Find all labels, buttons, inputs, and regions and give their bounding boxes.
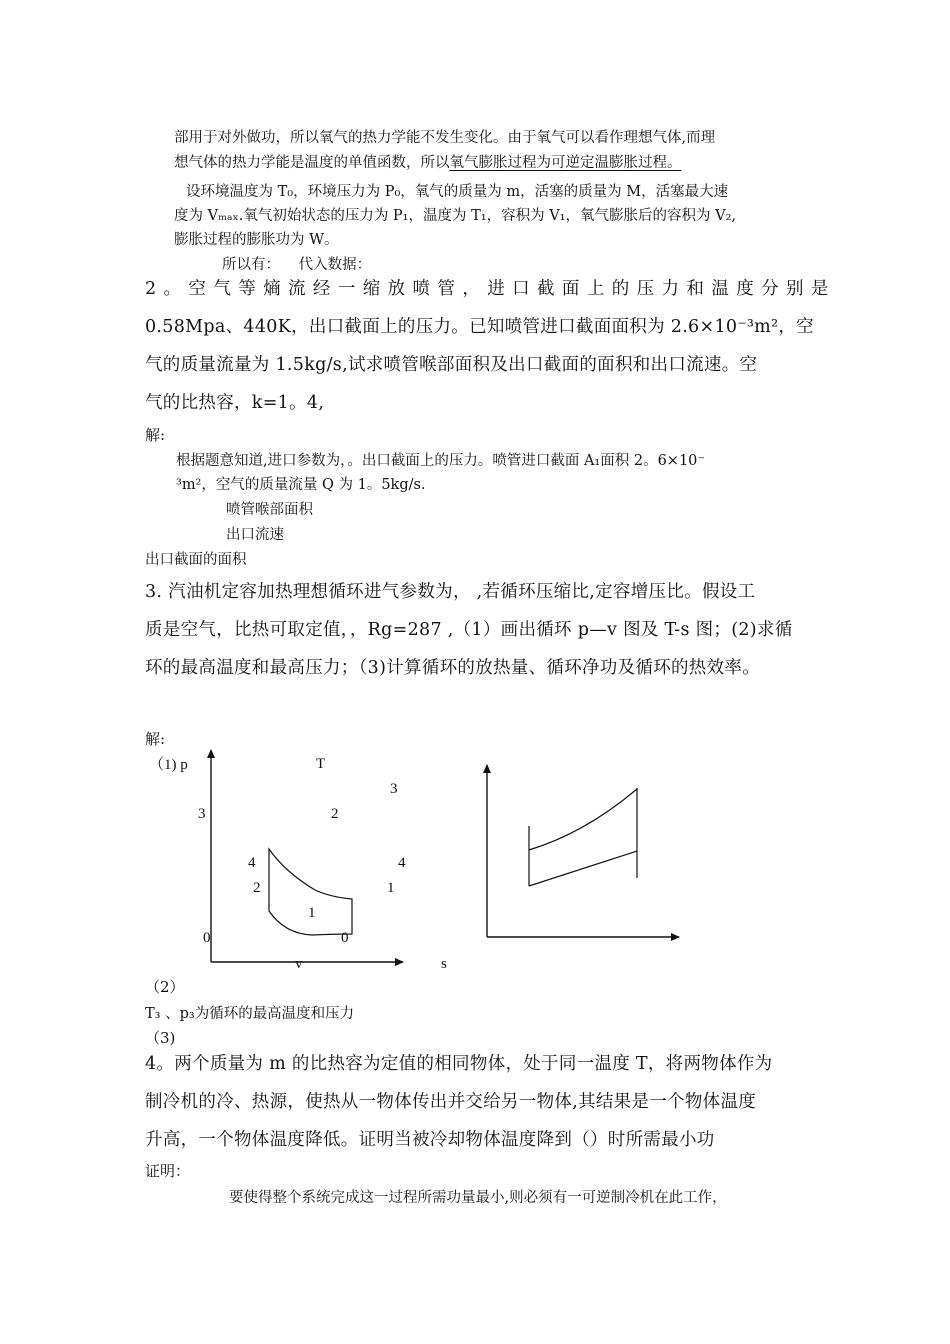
q2-solution-line-2: ³m²，空气的质量流量 Q 为 1。5kg/s. xyxy=(176,477,426,493)
state-label-2-ts: 2 xyxy=(331,806,339,822)
q3-solution-label: 解: xyxy=(145,730,166,748)
pv-cycle xyxy=(269,849,352,935)
q4-line-2: 制冷机的冷、热源，使热从一物体传出并交给另一物体,其结果是一个物体温度 xyxy=(145,1092,757,1112)
q2-line-2: 0.58Mpa、440K，出口截面上的压力。已知喷管进口截面面积为 2.6×10⁻³m²，空 xyxy=(145,317,814,337)
intro-line-4: 度为 Vₘₐₓ.氧气初始状态的压力为 P₁，温度为 T₁，容积为 V₁，氧气膨胀后的容积为 V₂, xyxy=(174,208,736,224)
q4-line-3: 升高，一个物体温度降低。证明当被冷却物体温度降到（）时所需最小功 xyxy=(145,1130,715,1150)
state-label-1-ts: 1 xyxy=(387,880,395,896)
pv-axis-label-v: v xyxy=(295,956,303,972)
state-label-4-ts: 4 xyxy=(398,855,406,871)
q3-max-temp-pressure: T₃ 、p₃为循环的最高温度和压力 xyxy=(145,1006,355,1022)
q3-line-2: 质是空气，比热可取定值，，Rg=287 ,（1）画出循环 p—v 图及 T-s 图；(2)求循 xyxy=(145,620,793,640)
q2-solution-label: 解: xyxy=(145,426,166,444)
ts-axis-label-s: s xyxy=(441,956,447,972)
q2-throat-area: 喷管喉部面积 xyxy=(226,502,313,518)
intro-line-1: 部用于对外做功，所以氧气的热力学能不发生变化。由于氧气可以看作理想气体,而理 xyxy=(174,130,716,146)
state-label-3-ts: 3 xyxy=(390,781,398,797)
q4-proof-label: 证明： xyxy=(145,1162,191,1180)
intro-line-2-text: 想气体的热力学能是温度的单值函数，所以 xyxy=(174,155,450,171)
pv-label-p: （1) p xyxy=(149,757,188,773)
q3-part-2-label: （2） xyxy=(145,978,185,996)
q3-part-3-label: （3) xyxy=(145,1029,176,1047)
state-label-2-pv: 2 xyxy=(253,880,261,896)
ts-label-T: T xyxy=(316,756,326,772)
q2-exit-area: 出口截面的面积 xyxy=(145,552,247,568)
intro-line-5: 膨胀过程的膨胀功为 W。 xyxy=(174,232,339,248)
q4-proof-line-1: 要使得整个系统完成这一过程所需功量最小,则必须有一可逆制冷机在此工作， xyxy=(229,1190,727,1206)
q3-line-1: 3. 汽油机定容加热理想循环进气参数为， ,若循环压缩比,定容增压比。假设工 xyxy=(145,582,756,602)
ts-upper-curve xyxy=(529,789,637,850)
state-label-0-right: 0 xyxy=(341,930,349,946)
q4-line-1: 4。两个质量为 m 的比热容为定值的相同物体，处于同一温度 T，将两物体作为 xyxy=(145,1054,773,1074)
intro-line-3: 设环境温度为 T₀，环境压力为 P₀，氧气的质量为 m，活塞的质量为 M，活塞最大速 xyxy=(186,184,729,200)
q3-line-3: 环的最高温度和最高压力；（3)计算循环的放热量、循环净功及循环的热效率。 xyxy=(145,658,761,678)
q2-exit-velocity: 出口流速 xyxy=(226,527,284,543)
intro-line-6-b: 代入数据： xyxy=(298,257,372,273)
q2-line-1: 2。空气等熵流经一缩放喷管，进口截面上的压力和温度分别是 xyxy=(145,279,836,299)
state-label-0-left: 0 xyxy=(203,930,211,946)
state-label-4-pv: 4 xyxy=(248,855,256,871)
q2-line-3: 气的质量流量为 1.5kg/s,试求喷管喉部面积及出口截面的面积和出口流速。空 xyxy=(145,355,758,375)
state-label-1-pv: 1 xyxy=(308,905,316,921)
state-label-3-pv: 3 xyxy=(198,806,206,822)
q2-line-4: 气的比热容，k=1。4, xyxy=(145,393,325,413)
q2-solution-line-1: 根据题意知道,进口参数为，。出口截面上的压力。喷管进口截面 A₁面积 2。6×10⁻ xyxy=(176,453,706,469)
ts-lower-curve xyxy=(529,851,637,886)
intro-line-2-underlined: 氧气膨胀过程为可逆定温膨胀过程。 xyxy=(449,155,682,171)
intro-line-6-a: 所以有： xyxy=(222,257,280,273)
